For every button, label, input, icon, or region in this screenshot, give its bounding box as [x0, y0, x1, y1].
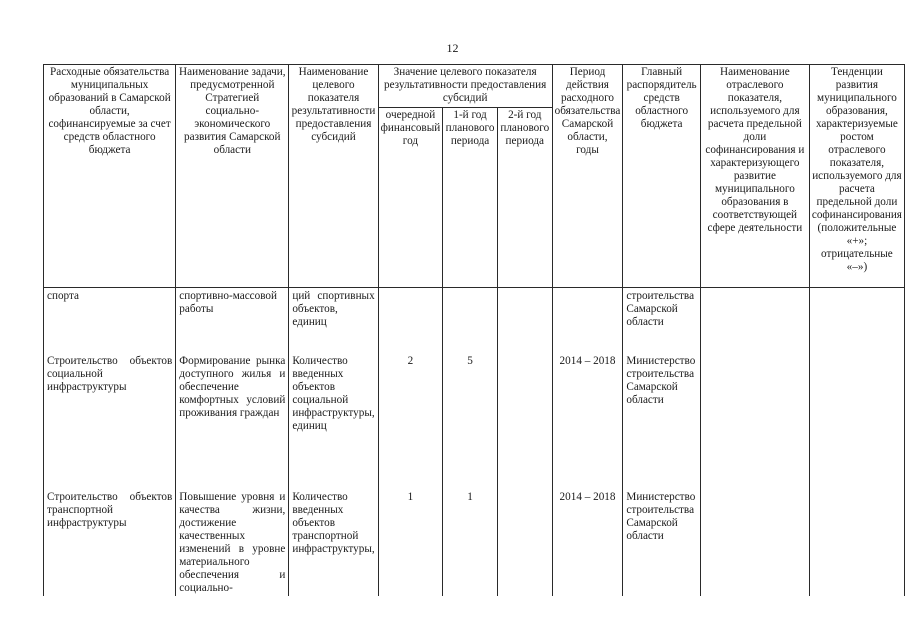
- cell-manager: Министерство строительства Самарской области: [623, 349, 701, 483]
- cell-plan-year-1: 5: [443, 349, 498, 483]
- cell-task: Повышение уровня и качества жизни, достижение качественных изменений в уровне материального обеспечения и социально-: [176, 483, 289, 596]
- cell-manager: строительства Самарской области: [623, 288, 701, 350]
- header-obligation: Расходные обязательства муниципальных образований в Самарской области, софинансируемые за счет средств областного бюджета: [44, 65, 176, 288]
- cell-current-year: [378, 288, 443, 350]
- cell-current-year: 2: [378, 349, 443, 483]
- header-plan-year-1: 1-й год планового периода: [443, 108, 498, 288]
- cell-obligation: спорта: [44, 288, 176, 350]
- cell-period: [552, 288, 623, 350]
- cell-plan-year-2: [497, 483, 552, 596]
- table-row: [44, 349, 905, 483]
- header-task: Наименование задачи, предусмотренной Стратегией социально-экономического развития Самарской области: [176, 65, 289, 288]
- cell-indicator: Количество введенных объектов транспортной инфраструктуры,: [289, 483, 378, 596]
- cell-task: Формирование рынка доступного жилья и обеспечение комфортных условий проживания граждан: [176, 349, 289, 483]
- cell-obligation: Строительство объектов социальной инфраструктуры: [44, 349, 176, 483]
- cell-current-year: 1: [378, 483, 443, 596]
- cell-period: 2014 – 2018: [552, 483, 623, 596]
- cell-plan-year-1: [443, 288, 498, 350]
- header-trend: Тенденции развития муниципального образования, характеризуемые ростом отраслевого показателя, используемого для расчета предельной доли софинансирования (положительные «+»; отрицательные «–»): [809, 65, 904, 288]
- cell-manager: Министерство строительства Самарской области: [623, 483, 701, 596]
- cell-indicator: ций спортивных объектов, единиц: [289, 288, 378, 350]
- table-row: [44, 483, 905, 596]
- cell-plan-year-1: 1: [443, 483, 498, 596]
- cell-sector-indicator: [700, 483, 809, 596]
- header-sector-indicator: Наименование отраслевого показателя, используемого для расчета предельной доли софинансирования и характеризующего развитие муниципального образования в соответствующей сфере деятельности: [700, 65, 809, 288]
- cell-plan-year-2: [497, 288, 552, 350]
- header-manager: Главный распорядитель средств областного бюджета: [623, 65, 701, 288]
- table-row: [44, 288, 905, 350]
- header-plan-year-2: 2-й год планового периода: [497, 108, 552, 288]
- cell-trend: [809, 483, 904, 596]
- cell-trend: [809, 349, 904, 483]
- cell-period: 2014 – 2018: [552, 349, 623, 483]
- cell-sector-indicator: [700, 288, 809, 350]
- cell-task: спортивно-массовой работы: [176, 288, 289, 350]
- page-number: 12: [446, 41, 459, 55]
- cell-obligation: Строительство объектов транспортной инфраструктуры: [44, 483, 176, 596]
- cell-indicator: Количество введенных объектов социальной инфраструктуры, единиц: [289, 349, 378, 483]
- header-period: Период действия расходного обязательства Самарской области, годы: [552, 65, 623, 288]
- header-indicator-values: Значение целевого показателя результативности предоставления субсидий: [378, 65, 552, 108]
- cell-trend: [809, 288, 904, 350]
- cell-sector-indicator: [700, 349, 809, 483]
- header-current-year: очередной финансовый год: [378, 108, 443, 288]
- subsidy-table: [43, 64, 905, 596]
- header-indicator: Наименование целевого показателя результативности предоставления субсидий: [289, 65, 378, 288]
- cell-plan-year-2: [497, 349, 552, 483]
